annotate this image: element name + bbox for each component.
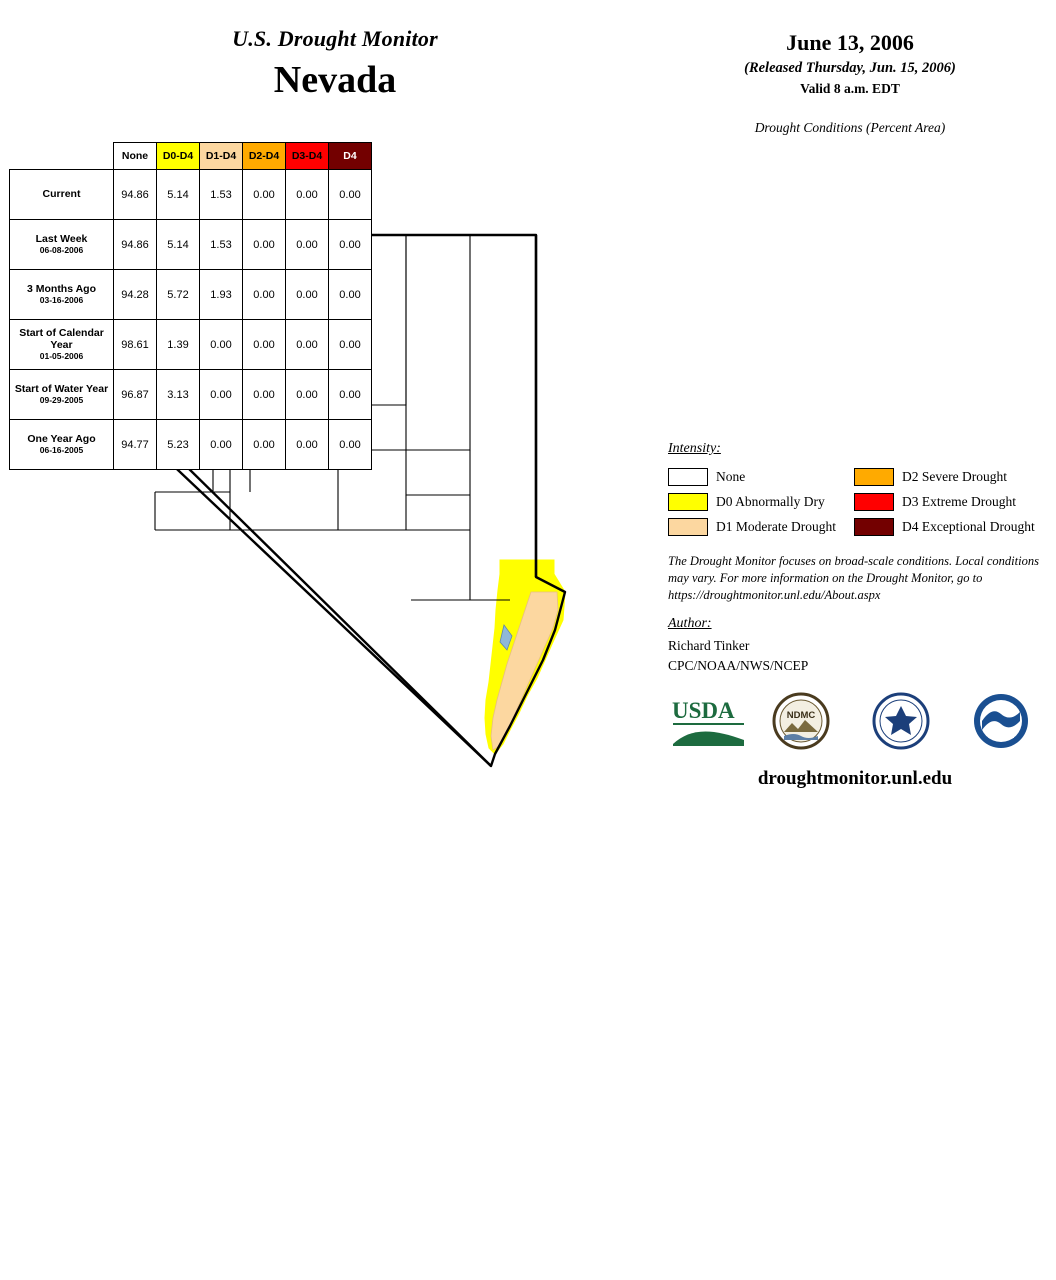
legend-column-left xyxy=(668,464,836,539)
noaa-logo[interactable] xyxy=(972,692,1030,755)
cell-oneyear-d2d4: 0.00 xyxy=(243,420,286,470)
cell-calyear-d1d4: 0.00 xyxy=(200,320,243,370)
column-header-d1d4: D1-D4 xyxy=(200,143,243,170)
cell-lastweek-d1d4: 1.53 xyxy=(200,220,243,270)
row-label-text: Current xyxy=(42,188,81,201)
cell-current-d1d4: 1.53 xyxy=(200,170,243,220)
cell-3months-d0d4: 5.72 xyxy=(157,270,200,320)
intensity-title: Intensity: xyxy=(668,441,721,456)
author-affiliation: CPC/NOAA/NWS/NCEP xyxy=(668,657,809,673)
cell-lastweek-d3d4: 0.00 xyxy=(286,220,329,270)
page-title: U.S. Drought Monitor xyxy=(232,26,438,51)
legend-label-none: None xyxy=(716,468,746,484)
cell-current-d2d4: 0.00 xyxy=(243,170,286,220)
legend-item-d0 xyxy=(668,489,836,514)
cell-wateryear-d3d4: 0.00 xyxy=(286,370,329,420)
row-label-date: 03-16-2006 xyxy=(39,295,84,306)
cell-calyear-d2d4: 0.00 xyxy=(243,320,286,370)
column-header-d3d4: D3-D4 xyxy=(286,143,329,170)
cell-calyear-d0d4: 1.39 xyxy=(157,320,200,370)
cell-3months-d2d4: 0.00 xyxy=(243,270,286,320)
row-label-text: Last Week xyxy=(35,233,88,246)
author-block xyxy=(668,636,808,675)
cell-wateryear-d0d4: 3.13 xyxy=(157,370,200,420)
column-header-none: None xyxy=(114,143,157,170)
usda-logo[interactable] xyxy=(670,692,748,755)
cell-wateryear-d2d4: 0.00 xyxy=(243,370,286,420)
legend-item-d1 xyxy=(668,514,836,539)
column-header-d2d4: D2-D4 xyxy=(243,143,286,170)
cell-lastweek-none: 94.86 xyxy=(114,220,157,270)
cell-current-d4: 0.00 xyxy=(329,170,372,220)
table-row xyxy=(10,170,372,220)
table-row xyxy=(10,320,372,370)
legend-item-none xyxy=(668,464,836,489)
drought-conditions-table xyxy=(9,142,372,470)
cell-lastweek-d0d4: 5.14 xyxy=(157,220,200,270)
ndmc-logo[interactable] xyxy=(772,692,830,755)
cell-current-none: 94.86 xyxy=(114,170,157,220)
table-caption: Drought Conditions (Percent Area) xyxy=(754,120,946,135)
cell-3months-none: 94.28 xyxy=(114,270,157,320)
disclaimer-text: The Drought Monitor focuses on broad-scale conditions. Local conditions may vary. For more information on the Drought Monitor, go to https://droughtmonitor.unl.edu/About.aspx xyxy=(668,554,1039,602)
cell-oneyear-d3d4: 0.00 xyxy=(286,420,329,470)
svg-text:NDMC: NDMC xyxy=(786,710,816,721)
logo-row xyxy=(660,692,1050,762)
table-header-row xyxy=(10,143,372,170)
cell-oneyear-d4: 0.00 xyxy=(329,420,372,470)
cell-oneyear-d1d4: 0.00 xyxy=(200,420,243,470)
state-title: Nevada xyxy=(273,59,397,101)
legend-item-d2 xyxy=(854,464,1056,489)
row-label-text: One Year Ago xyxy=(27,433,96,446)
usda-seal-logo[interactable] xyxy=(872,692,930,755)
row-label-date: 01-05-2006 xyxy=(39,351,84,362)
legend-item-d4 xyxy=(854,514,1056,539)
legend-label-d0: D0 Abnormally Dry xyxy=(716,493,825,509)
legend-swatch-d4 xyxy=(854,518,894,536)
cell-current-d3d4: 0.00 xyxy=(286,170,329,220)
date-block xyxy=(660,30,1040,97)
row-label-date: 06-08-2006 xyxy=(39,245,84,256)
legend-swatch-d1 xyxy=(668,518,708,536)
legend-swatch-d3 xyxy=(854,493,894,511)
legend-swatch-none xyxy=(668,468,708,486)
report-date: June 13, 2006 xyxy=(786,30,914,55)
cell-wateryear-none: 96.87 xyxy=(114,370,157,420)
site-url[interactable]: droughtmonitor.unl.edu xyxy=(757,768,953,789)
row-label-one-year-ago xyxy=(10,420,114,470)
row-label-start-water-year xyxy=(10,370,114,420)
column-header-d4: D4 xyxy=(329,143,372,170)
table-row xyxy=(10,270,372,320)
cell-3months-d3d4: 0.00 xyxy=(286,270,329,320)
release-date: (Released Thursday, Jun. 15, 2006) xyxy=(744,60,956,76)
table-row xyxy=(10,370,372,420)
cell-3months-d1d4: 1.93 xyxy=(200,270,243,320)
legend-swatch-d0 xyxy=(668,493,708,511)
legend-label-d2: D2 Severe Drought xyxy=(902,468,1007,484)
table-row xyxy=(10,420,372,470)
legend-label-d1: D1 Moderate Drought xyxy=(716,518,836,534)
author-title: Author: xyxy=(668,616,712,631)
svg-text:NOAA: NOAA xyxy=(987,730,1015,740)
title-block xyxy=(120,26,550,102)
cell-calyear-none: 98.61 xyxy=(114,320,157,370)
cell-oneyear-none: 94.77 xyxy=(114,420,157,470)
cell-calyear-d4: 0.00 xyxy=(329,320,372,370)
row-label-text: 3 Months Ago xyxy=(26,283,97,296)
table-row xyxy=(10,220,372,270)
cell-lastweek-d2d4: 0.00 xyxy=(243,220,286,270)
cell-oneyear-d0d4: 5.23 xyxy=(157,420,200,470)
legend-swatch-d2 xyxy=(854,468,894,486)
row-label-text: Start of Calendar Year xyxy=(19,327,104,352)
column-header-d0d4: D0-D4 xyxy=(157,143,200,170)
cell-wateryear-d4: 0.00 xyxy=(329,370,372,420)
cell-calyear-d3d4: 0.00 xyxy=(286,320,329,370)
cell-3months-d4: 0.00 xyxy=(329,270,372,320)
legend-label-d4: D4 Exceptional Drought xyxy=(902,518,1035,534)
legend-label-d3: D3 Extreme Drought xyxy=(902,493,1016,509)
row-label-date: 09-29-2005 xyxy=(39,395,84,406)
row-label-text: Start of Water Year xyxy=(14,383,109,396)
cell-current-d0d4: 5.14 xyxy=(157,170,200,220)
valid-time: Valid 8 a.m. EDT xyxy=(800,81,900,96)
svg-text:USDA: USDA xyxy=(672,698,735,723)
row-label-last-week xyxy=(10,220,114,270)
row-label-start-calendar-year xyxy=(10,320,114,370)
cell-lastweek-d4: 0.00 xyxy=(329,220,372,270)
author-name: Richard Tinker xyxy=(668,638,750,653)
table-corner-cell xyxy=(10,143,114,170)
row-label-date: 06-16-2005 xyxy=(39,445,84,456)
legend-item-d3 xyxy=(854,489,1056,514)
cell-wateryear-d1d4: 0.00 xyxy=(200,370,243,420)
row-label-3-months-ago xyxy=(10,270,114,320)
row-label-current xyxy=(10,170,114,220)
